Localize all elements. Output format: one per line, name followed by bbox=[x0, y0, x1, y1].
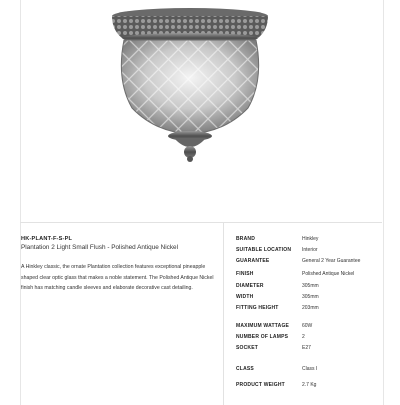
product-sku: HK-PLANT-F-S-PL bbox=[21, 236, 73, 242]
spec-row-width bbox=[236, 294, 386, 302]
spec-label: BRAND bbox=[236, 236, 256, 242]
product-title: Plantation 2 Light Small Flush - Polished Antique Nickel bbox=[21, 244, 179, 251]
spec-label: DIAMETER bbox=[236, 283, 264, 289]
spec-label: FINISH bbox=[236, 271, 254, 277]
spec-value: 60W bbox=[302, 323, 313, 329]
spec-row-number-of-lamps bbox=[236, 334, 386, 342]
spec-value: Class I bbox=[302, 366, 318, 372]
spec-row-finish bbox=[236, 271, 386, 279]
spec-value: General 2 Year Guarantee bbox=[302, 258, 361, 264]
spec-row-max-wattage bbox=[236, 323, 386, 331]
spec-value: 2 bbox=[302, 334, 305, 340]
spec-row-socket bbox=[236, 345, 386, 353]
spec-value: Hinkley bbox=[302, 236, 319, 242]
spec-value: Polished Antique Nickel bbox=[302, 271, 355, 277]
spec-label: SOCKET bbox=[236, 345, 259, 351]
spec-label: MAXIMUM WATTAGE bbox=[236, 323, 290, 329]
column-divider bbox=[223, 223, 224, 405]
spec-row-class bbox=[236, 366, 386, 374]
spec-label: WIDTH bbox=[236, 294, 254, 300]
spec-value: 2.7 Kg bbox=[302, 382, 317, 388]
spec-value: E27 bbox=[302, 345, 311, 351]
product-image bbox=[20, 0, 382, 223]
spec-label: GUARANTEE bbox=[236, 258, 270, 264]
spec-value: 305mm bbox=[302, 294, 319, 300]
spec-row-brand bbox=[236, 236, 386, 244]
spec-row-weight bbox=[236, 382, 386, 390]
spec-label: PRODUCT WEIGHT bbox=[236, 382, 285, 388]
spec-value: Interior bbox=[302, 247, 318, 253]
spec-label: SUITABLE LOCATION bbox=[236, 247, 292, 253]
spec-row-guarantee bbox=[236, 258, 386, 266]
spec-label: FITTING HEIGHT bbox=[236, 305, 279, 311]
spec-row-diameter bbox=[236, 283, 386, 291]
spec-row-fitting-height bbox=[236, 305, 386, 313]
flush-light-illustration bbox=[20, 0, 382, 222]
product-info bbox=[21, 236, 216, 294]
product-description: A Hinkley classic, the ornate Plantation collection features exceptional pineapple shaped clear optic glass that makes a noble statement. The Polished Antique Nickel finish has matching candle sleeves and elaborate decorative cast detailing. bbox=[21, 264, 214, 291]
spec-label: NUMBER OF LAMPS bbox=[236, 334, 289, 340]
spec-value: 305mm bbox=[302, 283, 319, 289]
spec-value: 203mm bbox=[302, 305, 319, 311]
spec-label: CLASS bbox=[236, 366, 254, 372]
spec-row-location bbox=[236, 247, 386, 255]
